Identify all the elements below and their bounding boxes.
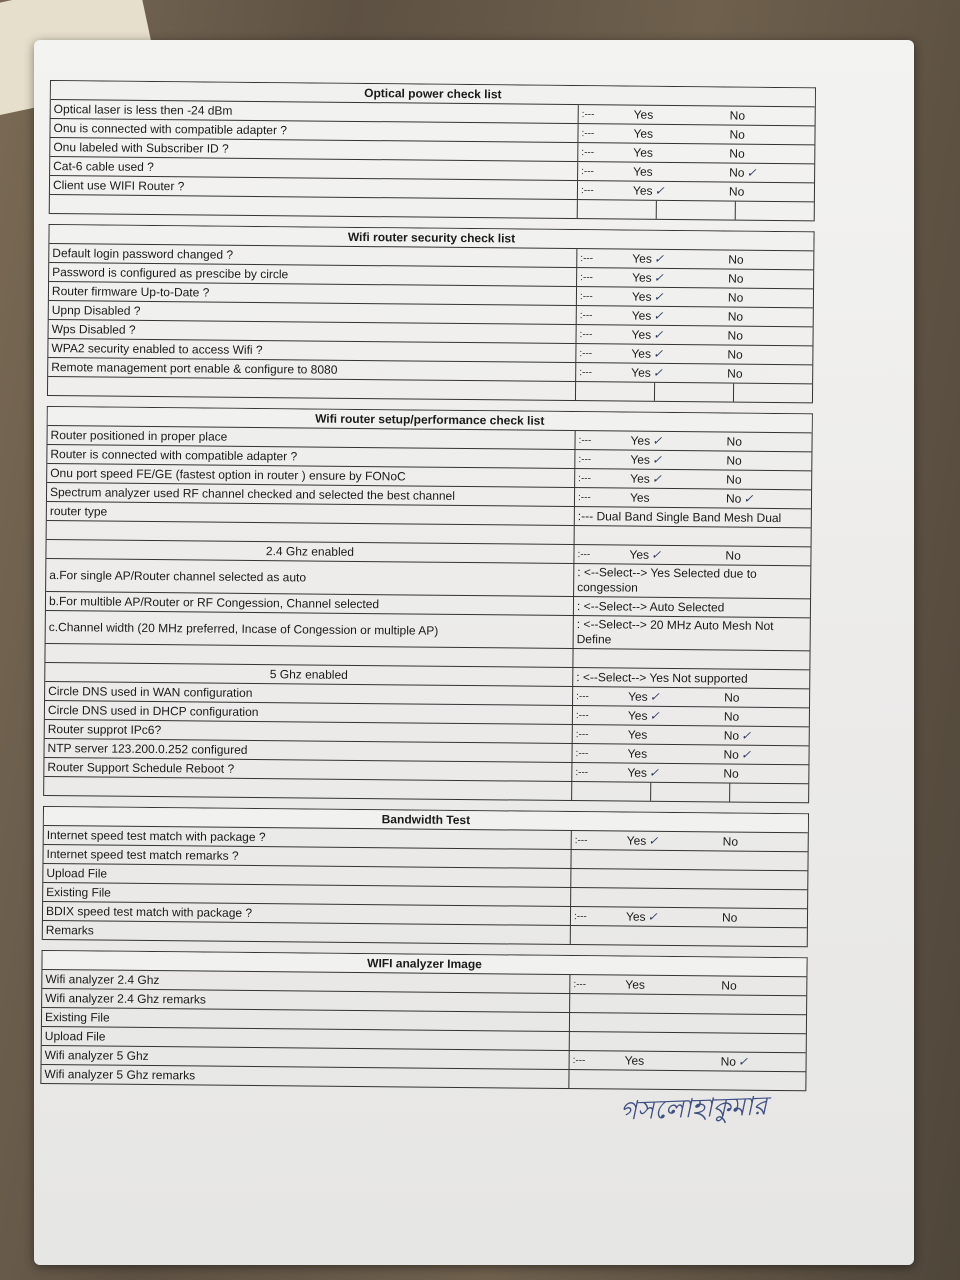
yes-option[interactable] bbox=[617, 765, 703, 780]
no-option[interactable] bbox=[703, 766, 803, 781]
no-option[interactable] bbox=[706, 453, 806, 468]
no-option[interactable] bbox=[704, 690, 804, 705]
no-label: No bbox=[725, 491, 742, 506]
answer-separator: :--- bbox=[579, 366, 593, 378]
yes-label: Yes bbox=[633, 107, 654, 122]
section-title: WIFI analyzer Image bbox=[42, 951, 806, 977]
yes-option[interactable] bbox=[622, 308, 708, 323]
blank-split-cell bbox=[576, 382, 655, 401]
yes-option[interactable] bbox=[623, 127, 709, 142]
yes-label: Yes bbox=[631, 289, 652, 304]
answer-separator: :--- bbox=[578, 434, 592, 446]
answer-text[interactable]: : <--Select--> Yes Selected due to congession bbox=[577, 565, 757, 595]
handwritten-tick-icon: ✓ bbox=[653, 270, 664, 285]
yes-option[interactable] bbox=[620, 471, 706, 486]
answer-cell[interactable] bbox=[573, 725, 809, 745]
handwritten-tick-icon: ✓ bbox=[650, 547, 662, 562]
blank-split-cell bbox=[651, 783, 730, 802]
yes-option[interactable] bbox=[622, 290, 708, 305]
no-option[interactable] bbox=[708, 290, 808, 305]
answer-separator: :--- bbox=[573, 910, 587, 922]
answer-text[interactable] bbox=[572, 1079, 802, 1081]
question-cell: Optical laser is less then -24 dBm bbox=[51, 100, 579, 123]
handwritten-tick-icon: ✓ bbox=[743, 491, 754, 506]
answer-text[interactable] bbox=[573, 1022, 803, 1024]
question-cell: Existing File bbox=[43, 883, 571, 906]
answer-separator: :--- bbox=[580, 271, 593, 283]
answer-separator: :--- bbox=[580, 252, 594, 264]
handwritten-tick-icon: ✓ bbox=[654, 183, 665, 198]
answer-separator: :--- bbox=[577, 491, 591, 503]
answer-cell[interactable] bbox=[577, 249, 813, 269]
checklist-section bbox=[40, 950, 807, 1091]
answer-separator: :--- bbox=[578, 472, 592, 484]
yes-label: Yes bbox=[630, 471, 650, 486]
question-cell: Internet speed test match remarks ? bbox=[43, 845, 571, 868]
yes-option[interactable] bbox=[622, 252, 708, 267]
answer-separator: :--- bbox=[573, 978, 587, 990]
answer-separator: :--- bbox=[575, 766, 589, 778]
handwritten-tick-icon: ✓ bbox=[649, 689, 660, 704]
no-label: No bbox=[723, 766, 739, 781]
question-cell: Existing File bbox=[42, 1008, 570, 1031]
no-label: No bbox=[729, 127, 745, 142]
no-option[interactable] bbox=[709, 127, 809, 142]
no-label: No bbox=[728, 271, 744, 286]
answer-separator: :--- bbox=[575, 709, 589, 721]
yes-label: Yes bbox=[631, 346, 652, 361]
answer-cell[interactable] bbox=[572, 763, 808, 783]
handwritten-tick-icon: ✓ bbox=[746, 165, 757, 180]
handwritten-tick-icon: ✓ bbox=[652, 433, 663, 448]
no-option[interactable] bbox=[708, 309, 808, 324]
blank-answer-cell bbox=[573, 649, 809, 669]
question-cell: router type bbox=[47, 502, 575, 525]
answer-separator: :--- bbox=[581, 165, 594, 177]
answer-separator: :--- bbox=[581, 108, 595, 120]
answer-cell[interactable] bbox=[573, 687, 809, 707]
question-cell: Internet speed test match with package ? bbox=[44, 826, 572, 849]
yes-option[interactable] bbox=[622, 327, 708, 342]
handwritten-tick-icon: ✓ bbox=[741, 728, 752, 743]
no-option[interactable] bbox=[707, 366, 807, 381]
answer-cell[interactable] bbox=[571, 907, 807, 927]
yes-label: Yes bbox=[630, 433, 651, 448]
handwritten-signature: গসলোহাকুমার bbox=[619, 1091, 768, 1127]
question-cell: Circle DNS used in WAN configuration bbox=[45, 682, 573, 705]
answer-cell[interactable] bbox=[572, 744, 808, 764]
no-option[interactable] bbox=[703, 747, 803, 762]
answer-cell[interactable] bbox=[576, 325, 812, 345]
answer-cell[interactable] bbox=[574, 545, 810, 565]
answer-text[interactable]: : <--Select--> 20 MHz Auto Mesh Not Define bbox=[576, 617, 774, 647]
yes-option[interactable] bbox=[621, 365, 707, 380]
yes-label: Yes bbox=[629, 490, 650, 505]
checklist-section bbox=[49, 80, 816, 221]
handwritten-tick-icon: ✓ bbox=[737, 1054, 749, 1069]
yes-label: Yes bbox=[631, 365, 651, 380]
question-cell: Onu is connected with compatible adapter ? bbox=[50, 119, 578, 142]
yes-label: Yes bbox=[631, 308, 652, 323]
answer-text[interactable] bbox=[573, 1003, 803, 1005]
handwritten-tick-icon: ✓ bbox=[648, 833, 659, 848]
yes-label: Yes bbox=[627, 746, 648, 761]
answer-cell[interactable] bbox=[577, 306, 813, 326]
no-option[interactable] bbox=[709, 184, 809, 199]
no-option[interactable] bbox=[706, 434, 806, 449]
no-option[interactable] bbox=[710, 108, 810, 123]
blank-cell bbox=[48, 377, 576, 400]
handwritten-tick-icon: ✓ bbox=[653, 289, 664, 304]
yes-label: Yes bbox=[625, 909, 646, 924]
question-cell: b.For multible AP/Router or RF Congession, Channel selected bbox=[46, 592, 574, 615]
yes-option[interactable] bbox=[623, 184, 709, 199]
answer-text[interactable] bbox=[574, 878, 804, 880]
blank-cell bbox=[50, 195, 578, 218]
no-option[interactable] bbox=[708, 328, 808, 343]
yes-option[interactable] bbox=[620, 490, 706, 505]
question-cell: Router positioned in proper place bbox=[48, 426, 576, 449]
no-option[interactable] bbox=[701, 978, 801, 993]
blank-split-cell bbox=[734, 384, 812, 403]
question-cell: Router supprot IPc6? bbox=[45, 720, 573, 743]
checklist-sheet bbox=[40, 80, 816, 1091]
blank-split-cell bbox=[657, 201, 736, 220]
question-cell: Router Support Schedule Reboot ? bbox=[44, 758, 572, 781]
answer-separator: :--- bbox=[575, 747, 589, 759]
answer-cell[interactable] bbox=[570, 975, 806, 995]
answer-text[interactable]: : <--Select--> Auto Selected bbox=[576, 598, 725, 614]
no-label: No bbox=[728, 252, 744, 267]
no-label: No bbox=[729, 108, 746, 123]
no-option[interactable] bbox=[707, 347, 807, 362]
answer-cell[interactable] bbox=[575, 431, 811, 451]
no-label: No bbox=[728, 184, 745, 199]
answer-cell[interactable] bbox=[571, 888, 807, 908]
no-label: No bbox=[726, 472, 742, 487]
answer-cell[interactable] bbox=[574, 564, 810, 598]
no-option[interactable] bbox=[702, 910, 802, 925]
yes-label: Yes bbox=[627, 765, 648, 780]
answer-separator: :--- bbox=[581, 146, 595, 158]
no-label: No bbox=[727, 290, 744, 305]
blank-split-cell bbox=[736, 202, 814, 221]
answer-cell[interactable] bbox=[578, 162, 814, 182]
no-label: No bbox=[729, 146, 745, 161]
yes-label: Yes bbox=[631, 327, 652, 342]
section-title: Bandwidth Test bbox=[44, 807, 808, 833]
question-cell: Upload File bbox=[42, 1027, 570, 1050]
question-cell: Password is configured as prescibe by circle bbox=[49, 263, 577, 286]
handwritten-tick-icon: ✓ bbox=[649, 708, 660, 723]
answer-cell[interactable] bbox=[574, 597, 810, 617]
yes-option[interactable] bbox=[615, 1053, 701, 1068]
handwritten-tick-icon: ✓ bbox=[647, 909, 658, 924]
no-option[interactable] bbox=[708, 252, 808, 267]
blank-split-cells bbox=[578, 200, 814, 220]
question-cell: Wifi analyzer 5 Ghz remarks bbox=[41, 1065, 569, 1088]
blank-split-cells bbox=[576, 382, 812, 402]
answer-cell[interactable] bbox=[578, 124, 814, 144]
answer-separator: :--- bbox=[572, 1054, 586, 1066]
handwritten-tick-icon: ✓ bbox=[653, 327, 664, 342]
no-option[interactable] bbox=[704, 728, 804, 743]
section-title: Optical power check list bbox=[51, 81, 815, 107]
question-cell: Wifi analyzer 2.4 Ghz bbox=[42, 970, 570, 993]
yes-option[interactable] bbox=[622, 271, 708, 286]
yes-label: Yes bbox=[628, 689, 648, 704]
answer-cell[interactable] bbox=[570, 1013, 806, 1033]
checklist-section bbox=[43, 406, 813, 803]
yes-option[interactable] bbox=[618, 727, 704, 742]
answer-cell[interactable] bbox=[578, 181, 814, 201]
yes-option[interactable] bbox=[620, 452, 706, 467]
answer-cell[interactable] bbox=[575, 450, 811, 470]
question-cell: 2.4 Ghz enabled bbox=[46, 540, 574, 563]
answer-separator: :--- bbox=[578, 453, 592, 465]
question-cell: Remarks bbox=[43, 921, 571, 944]
answer-cell[interactable] bbox=[577, 268, 813, 288]
question-cell: Cat-6 cable used ? bbox=[50, 157, 578, 180]
question-cell: Onu port speed FE/GE (fastest option in router ) ensure by FONoC bbox=[47, 464, 575, 487]
question-cell: Upload File bbox=[43, 864, 571, 887]
blank-split-cells bbox=[572, 782, 808, 802]
yes-option[interactable] bbox=[616, 909, 702, 924]
question-cell: Spectrum analyzer used RF channel checked and selected the best channel bbox=[47, 483, 575, 506]
yes-label: Yes bbox=[630, 452, 651, 467]
answer-text[interactable] bbox=[574, 897, 804, 899]
handwritten-tick-icon: ✓ bbox=[653, 308, 664, 323]
blank-cell bbox=[44, 777, 572, 800]
question-cell: Router firmware Up-to-Date ? bbox=[49, 282, 577, 305]
answer-cell[interactable] bbox=[570, 1032, 806, 1052]
answer-text[interactable] bbox=[574, 935, 804, 937]
handwritten-tick-icon: ✓ bbox=[652, 346, 664, 361]
no-label: No bbox=[726, 453, 742, 468]
answer-cell[interactable] bbox=[579, 105, 815, 125]
question-cell: Wifi analyzer 5 Ghz bbox=[42, 1046, 570, 1069]
question-cell: Client use WIFI Router ? bbox=[50, 176, 578, 199]
answer-separator: :--- bbox=[574, 834, 588, 846]
no-option[interactable] bbox=[704, 709, 804, 724]
answer-text[interactable] bbox=[573, 1041, 803, 1043]
yes-label: Yes bbox=[632, 251, 652, 266]
yes-option[interactable] bbox=[621, 346, 707, 361]
handwritten-tick-icon: ✓ bbox=[652, 365, 663, 380]
section-title: Wifi router security check list bbox=[49, 225, 813, 251]
blank-split-cell bbox=[655, 383, 734, 402]
no-label: No bbox=[729, 165, 745, 180]
no-option[interactable] bbox=[706, 491, 806, 506]
answer-separator: :--- bbox=[579, 347, 593, 359]
no-label: No bbox=[727, 309, 744, 324]
yes-label: Yes bbox=[624, 1053, 645, 1068]
yes-option[interactable] bbox=[615, 977, 701, 992]
blank-split-cell bbox=[578, 200, 657, 219]
question-cell: NTP server 123.200.0.252 configured bbox=[45, 739, 573, 762]
question-cell: a.For single AP/Router channel selected as auto bbox=[46, 559, 574, 596]
yes-label: Yes bbox=[633, 126, 654, 141]
handwritten-tick-icon: ✓ bbox=[740, 747, 752, 762]
no-label: No bbox=[727, 328, 743, 343]
answer-cell[interactable] bbox=[571, 926, 807, 946]
answer-text[interactable] bbox=[575, 859, 805, 861]
answer-separator: :--- bbox=[579, 290, 593, 302]
answer-separator: :--- bbox=[577, 548, 591, 560]
question-cell: Wifi analyzer 2.4 Ghz remarks bbox=[42, 989, 570, 1012]
no-label: No bbox=[727, 347, 743, 362]
yes-option[interactable] bbox=[623, 165, 709, 180]
yes-label: Yes bbox=[632, 270, 652, 285]
no-label: No bbox=[723, 747, 739, 762]
answer-separator: :--- bbox=[580, 184, 594, 196]
yes-label: Yes bbox=[633, 145, 653, 160]
blank-split-cell bbox=[572, 782, 651, 801]
no-option[interactable] bbox=[709, 165, 809, 180]
answer-cell[interactable] bbox=[576, 363, 812, 383]
handwritten-tick-icon: ✓ bbox=[651, 471, 662, 486]
no-label: No bbox=[721, 978, 737, 993]
blank-split-cell bbox=[730, 784, 808, 803]
answer-cell[interactable] bbox=[574, 616, 810, 650]
no-label: No bbox=[723, 728, 740, 743]
question-cell: Remote management port enable & configure to 8080 bbox=[48, 358, 576, 381]
no-option[interactable] bbox=[706, 472, 806, 487]
answer-cell[interactable] bbox=[575, 507, 811, 527]
answer-cell[interactable] bbox=[571, 869, 807, 889]
answer-cell[interactable] bbox=[573, 706, 809, 726]
question-cell: Router is connected with compatible adapter ? bbox=[47, 445, 575, 468]
question-cell: Default login password changed ? bbox=[49, 244, 577, 267]
answer-separator: :--- bbox=[581, 127, 595, 139]
answer-separator: :--- bbox=[579, 328, 593, 340]
yes-option[interactable] bbox=[623, 146, 709, 161]
yes-option[interactable] bbox=[618, 708, 704, 723]
no-option[interactable] bbox=[705, 548, 805, 563]
handwritten-tick-icon: ✓ bbox=[648, 765, 660, 780]
answer-separator: :--- bbox=[579, 309, 593, 321]
answer-cell[interactable] bbox=[570, 1051, 806, 1071]
answer-text[interactable]: :--- Dual Band Single Band Mesh Dual bbox=[577, 508, 782, 525]
answer-cell[interactable] bbox=[572, 831, 808, 851]
yes-label: Yes bbox=[632, 183, 653, 198]
answer-separator: :--- bbox=[576, 690, 589, 702]
answer-cell[interactable] bbox=[570, 994, 806, 1014]
answer-cell[interactable] bbox=[575, 469, 811, 489]
section-title: Wifi router setup/performance check list bbox=[48, 407, 812, 433]
yes-option[interactable] bbox=[618, 689, 704, 704]
answer-cell[interactable] bbox=[578, 143, 814, 163]
no-label: No bbox=[727, 366, 743, 381]
checklist-section bbox=[47, 224, 815, 403]
blank-answer-cell bbox=[575, 526, 811, 546]
answer-cell[interactable] bbox=[571, 850, 807, 870]
handwritten-tick-icon: ✓ bbox=[653, 251, 665, 266]
no-label: No bbox=[726, 434, 742, 449]
yes-option[interactable] bbox=[624, 108, 710, 123]
no-option[interactable] bbox=[703, 834, 803, 849]
no-label: No bbox=[723, 709, 740, 724]
yes-label: Yes bbox=[629, 547, 650, 562]
answer-text[interactable]: : <--Select--> Yes Not supported bbox=[576, 669, 748, 686]
yes-label: Yes bbox=[627, 727, 648, 742]
handwritten-tick-icon: ✓ bbox=[651, 452, 663, 467]
answer-separator: :--- bbox=[575, 728, 589, 740]
yes-option[interactable] bbox=[617, 833, 703, 848]
question-cell: 5 Ghz enabled bbox=[45, 663, 573, 686]
question-cell: Circle DNS used in DHCP configuration bbox=[45, 701, 573, 724]
checklist-section bbox=[42, 806, 809, 947]
no-option[interactable] bbox=[709, 146, 809, 161]
question-cell: Wps Disabled ? bbox=[49, 320, 577, 343]
question-cell: WPA2 security enabled to access Wifi ? bbox=[48, 339, 576, 362]
yes-option[interactable] bbox=[617, 746, 703, 761]
answer-cell[interactable] bbox=[576, 344, 812, 364]
no-label: No bbox=[720, 1054, 737, 1069]
yes-label: Yes bbox=[626, 833, 647, 848]
yes-label: Yes bbox=[633, 164, 653, 179]
question-cell: c.Channel width (20 MHz preferred, Incase of Congession or multiple AP) bbox=[46, 611, 574, 648]
no-label: No bbox=[721, 910, 738, 925]
yes-label: Yes bbox=[627, 708, 648, 723]
question-cell: Upnp Disabled ? bbox=[49, 301, 577, 324]
answer-cell[interactable] bbox=[577, 287, 813, 307]
answer-cell[interactable] bbox=[573, 668, 809, 688]
no-label: No bbox=[725, 548, 741, 563]
no-option[interactable] bbox=[701, 1054, 801, 1069]
yes-option[interactable] bbox=[620, 433, 706, 448]
answer-cell[interactable] bbox=[575, 488, 811, 508]
no-label: No bbox=[724, 690, 740, 705]
question-cell: BDIX speed test match with package ? bbox=[43, 902, 571, 925]
yes-label: Yes bbox=[625, 977, 645, 992]
no-label: No bbox=[722, 834, 739, 849]
question-cell: Onu labeled with Subscriber ID ? bbox=[50, 138, 578, 161]
yes-option[interactable] bbox=[619, 547, 705, 562]
no-option[interactable] bbox=[708, 271, 808, 286]
